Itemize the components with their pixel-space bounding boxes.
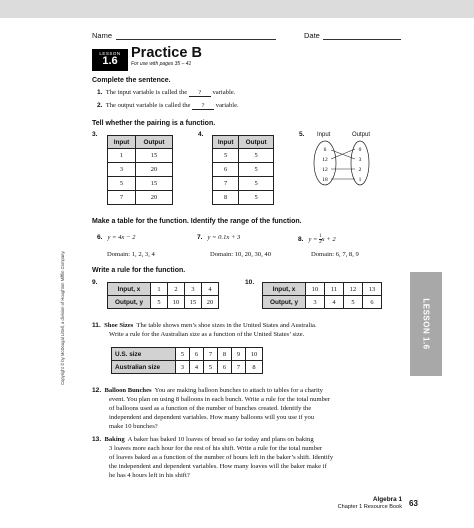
table-header: Output, y xyxy=(263,296,306,309)
table-cell: 6 xyxy=(213,163,239,177)
output-value: 1 xyxy=(358,177,362,183)
problem-text: make 10 bunches? xyxy=(109,423,158,430)
problem-text: 3 loaves more each hour for the rest of his shift. Write a rule for the total number xyxy=(109,445,323,452)
problem-title: Balloon Bunches xyxy=(104,387,152,394)
domain-text: Domain: 10, 20, 30, 40 xyxy=(210,251,271,258)
shoe-size-table xyxy=(111,347,263,374)
mapping-input-label: Input xyxy=(317,132,331,138)
table-cell: 12 xyxy=(344,283,363,296)
problem-number: 12. xyxy=(92,387,102,394)
lesson-tag: LESSON xyxy=(99,51,121,56)
input-value: 12 xyxy=(322,167,328,173)
table-header: Input xyxy=(213,136,239,149)
footer-resource: Chapter 1 Resource Book xyxy=(337,504,402,510)
problem-title: Baking xyxy=(104,436,125,443)
problem-number: 7. xyxy=(197,234,203,241)
name-label: Name xyxy=(92,31,113,40)
table-cell: 20 xyxy=(202,296,219,309)
problem-7 xyxy=(197,234,240,241)
lesson-side-tab xyxy=(410,272,442,376)
table-cell: 8 xyxy=(246,361,263,374)
table-cell: 5 xyxy=(239,163,274,177)
equation: y = 4x − 2 xyxy=(107,234,136,241)
mapping-diagram xyxy=(310,140,370,188)
equation: y = 0.1x + 3 xyxy=(207,234,241,241)
table-cell: 5 xyxy=(239,191,274,205)
lesson-badge xyxy=(92,49,128,71)
equation: y = xyxy=(308,236,320,244)
question-1 xyxy=(97,89,235,97)
problem-number: 6. xyxy=(97,234,103,241)
input-value: 6 xyxy=(323,147,327,153)
table-cell: 15 xyxy=(136,149,173,163)
domain-text: Domain: 6, 7, 8, 9 xyxy=(311,251,359,258)
problem-text: he has 4 hours left in his shift? xyxy=(109,472,190,479)
problem-text: independent and dependent variables. How many balloons will you use if you xyxy=(109,414,315,421)
section-heading: Make a table for the function. Identify the range of the function. xyxy=(92,218,302,225)
fraction: $\frac{1}{2}$ xyxy=(319,234,322,245)
name-line xyxy=(116,39,276,40)
problem-12 xyxy=(92,387,323,394)
problem-text: the independent and dependent variables. How many loaves will the baker make if xyxy=(109,463,327,470)
table-header: Output xyxy=(239,136,274,149)
mapping-output-label: Output xyxy=(352,132,371,138)
date-label: Date xyxy=(304,31,320,40)
table-header: Output xyxy=(136,136,173,149)
problem-text: Write a rule for the Australian size as a function of the United States’ size. xyxy=(109,331,305,338)
section-heading: Tell whether the pairing is a function. xyxy=(92,120,216,127)
table-header: Australian size xyxy=(112,361,176,374)
problem-text: The table shows men’s shoe sizes in the United States and Australia. xyxy=(136,322,317,329)
output-value: 0 xyxy=(358,147,362,153)
problem-text: event. You plan on using 8 balloons in each bunch. Write a rule for the total number xyxy=(109,396,331,403)
problem-text: You are making balloon bunches to attach to tables for a charity xyxy=(154,387,323,394)
table-cell: 1 xyxy=(151,283,168,296)
table-cell: 7 xyxy=(213,177,239,191)
table-cell: 5 xyxy=(239,149,274,163)
problem-8 xyxy=(298,234,336,245)
table-cell: 3 xyxy=(306,296,325,309)
table-cell: 5 xyxy=(213,149,239,163)
table-problem-10 xyxy=(262,282,382,309)
question-number: 1. xyxy=(97,89,103,96)
question-2 xyxy=(97,102,239,110)
question-text: The input variable is called the xyxy=(105,89,188,96)
output-value: 2 xyxy=(358,167,362,173)
table-cell: 13 xyxy=(363,283,382,296)
answer-blank[interactable]: ? xyxy=(189,89,211,97)
input-value: 18 xyxy=(322,177,328,183)
page-subtitle: For use with pages 35 – 41 xyxy=(131,61,192,67)
problem-number: 3. xyxy=(92,131,98,138)
table-cell: 20 xyxy=(136,191,173,205)
table-problem-9 xyxy=(107,282,219,309)
top-bar xyxy=(0,0,474,18)
problem-number: 10. xyxy=(245,279,255,286)
copyright-notice: Copyright © by McDougal Littell, a division of Houghton Mifflin Company. xyxy=(60,250,65,385)
table-cell: 20 xyxy=(136,163,173,177)
footer-book: Algebra 1 xyxy=(372,496,402,503)
problem-6 xyxy=(97,234,135,241)
table-header: Input, x xyxy=(108,283,151,296)
side-tab-label: LESSON 1.6 xyxy=(421,298,431,350)
table-cell: 5 xyxy=(239,177,274,191)
table-cell: 10 xyxy=(306,283,325,296)
table-cell: 5 xyxy=(176,348,190,361)
table-header: Input, x xyxy=(263,283,306,296)
table-problem-3 xyxy=(107,135,173,205)
lesson-number: 1.6 xyxy=(102,55,118,67)
table-cell: 2 xyxy=(168,283,185,296)
table-cell: 4 xyxy=(325,296,344,309)
problem-13 xyxy=(92,436,314,443)
table-header: Input xyxy=(108,136,136,149)
output-value: 3 xyxy=(358,157,362,163)
problem-number: 8. xyxy=(298,236,304,244)
table-cell: 7 xyxy=(108,191,136,205)
table-cell: 6 xyxy=(190,348,204,361)
table-cell: 9 xyxy=(232,348,246,361)
table-cell: 8 xyxy=(213,191,239,205)
table-cell: 10 xyxy=(168,296,185,309)
question-text: variable. xyxy=(215,102,239,109)
table-cell: 5 xyxy=(204,361,218,374)
table-header: Output, y xyxy=(108,296,151,309)
problem-text: of balloons used as a function of the number of bunches created. Identify the xyxy=(109,405,312,412)
section-heading: Complete the sentence. xyxy=(92,77,171,84)
table-cell: 4 xyxy=(202,283,219,296)
table-cell: 5 xyxy=(108,177,136,191)
answer-blank[interactable]: ? xyxy=(192,102,214,110)
page-number: 63 xyxy=(409,499,418,508)
question-number: 2. xyxy=(97,102,103,109)
section-heading: Write a rule for the function. xyxy=(92,267,186,274)
problem-number: 9. xyxy=(92,279,98,286)
problem-number: 11. xyxy=(92,322,101,329)
table-cell: 10 xyxy=(246,348,263,361)
problem-number: 4. xyxy=(198,131,204,138)
table-cell: 3 xyxy=(185,283,202,296)
equation: x + 2 xyxy=(321,236,336,244)
problem-number: 13. xyxy=(92,436,102,443)
table-problem-4 xyxy=(212,135,274,205)
question-text: The output variable is called the xyxy=(105,102,191,109)
problem-11 xyxy=(92,322,317,329)
table-cell: 1 xyxy=(108,149,136,163)
table-cell: 15 xyxy=(136,177,173,191)
table-cell: 5 xyxy=(344,296,363,309)
table-header: U.S. size xyxy=(112,348,176,361)
question-text: variable. xyxy=(212,89,236,96)
table-cell: 5 xyxy=(151,296,168,309)
table-cell: 15 xyxy=(185,296,202,309)
problem-title: Shoe Sizes xyxy=(104,322,134,329)
date-line xyxy=(323,39,401,40)
table-cell: 11 xyxy=(325,283,344,296)
table-cell: 7 xyxy=(232,361,246,374)
problem-text: of loaves baked as a function of the number of hours left in the baker’s shift. Identify xyxy=(109,454,334,461)
table-cell: 6 xyxy=(218,361,232,374)
table-cell: 8 xyxy=(218,348,232,361)
table-cell: 3 xyxy=(108,163,136,177)
domain-text: Domain: 1, 2, 3, 4 xyxy=(107,251,155,258)
table-cell: 4 xyxy=(190,361,204,374)
problem-number: 5. xyxy=(299,131,305,138)
problem-text: A baker has baked 10 loaves of bread so far today and plans on baking xyxy=(127,436,314,443)
table-cell: 7 xyxy=(204,348,218,361)
page-title: Practice B xyxy=(131,45,202,61)
table-cell: 3 xyxy=(176,361,190,374)
input-value: 12 xyxy=(322,157,328,163)
table-cell: 6 xyxy=(363,296,382,309)
